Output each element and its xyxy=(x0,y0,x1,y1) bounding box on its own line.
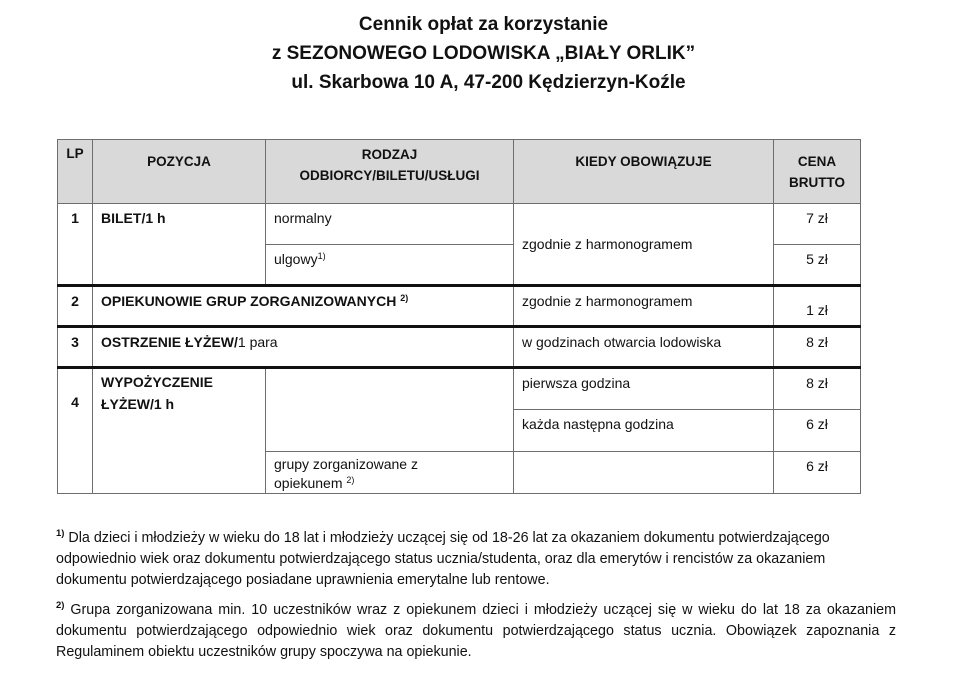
table-row xyxy=(58,327,861,368)
footnote-1 xyxy=(56,528,896,591)
header-rodzaj: RODZAJ ODBIORCY/BILETU/USŁUGI xyxy=(266,140,514,204)
footnote-2-text: Grupa zorganizowana min. 10 uczestników wraz z opiekunem dzieci i młodzieży uczącej się w wieku do lat 18 za okazaniem dokumentu potwierdzającego odpowiednio wiek oraz dokumentu potwierdzającego status ucznia. Obowiązek zapoznania z Regulaminem obiektu uczestników grupy spoczywa na opiekunie. xyxy=(56,602,896,660)
footnote-marker-2: 2) xyxy=(56,600,65,611)
row-1-kiedy: zgodnie z harmonogramem xyxy=(514,204,774,286)
row-1-rodzaj-ulgowy: ulgowy$^{1)}$ xyxy=(266,245,514,286)
row-2-lp: 2 xyxy=(58,286,93,327)
row-4-kiedy-grupy xyxy=(514,452,774,494)
table-row xyxy=(58,204,861,245)
row-1-cena-normalny: 7 zł xyxy=(774,204,861,245)
row-4-rodzaj-empty xyxy=(266,368,514,452)
footnote-ref-2: 2) xyxy=(400,293,409,303)
row-4-lp: 4 xyxy=(58,368,93,494)
row-1-cena-ulgowy: 5 zł xyxy=(774,245,861,286)
table-row xyxy=(58,368,861,410)
row-4-rodzaj-grupy: grupy zorganizowane z opiekunem $^{2)}$ xyxy=(266,452,514,494)
row-4-cena-nastepna: 6 zł xyxy=(774,410,861,452)
header-cena: CENA BRUTTO xyxy=(774,140,861,204)
title-address: ul. Skarbowa 10 A, 47-200 Kędzierzyn-Koźle xyxy=(291,72,686,93)
row-3-pozycja: OSTRZENIE ŁYŻEW/1 para xyxy=(93,327,514,368)
row-3-lp: 3 xyxy=(58,327,93,368)
footnote-2 xyxy=(56,600,896,663)
title-line-1: Cennik opłat za korzystanie xyxy=(358,14,609,35)
header-pozycja: POZYCJA xyxy=(93,140,266,204)
row-1-rodzaj-normalny: normalny xyxy=(266,204,514,245)
table-row xyxy=(58,286,861,327)
footnote-1-text: Dla dzieci i młodzieży w wieku do 18 lat i młodzieży uczącej się od 18-26 lat za okazaniem dokumentu potwierdzającego odpowiednio wiek oraz dokumentu potwierdzającego status ucznia/studenta, oraz dla emerytów i rencistów za okazaniem dokumentu potwierdzającego posiadane uprawnienia emerytalne lub rentowe. xyxy=(56,530,830,588)
row-2-kiedy: zgodnie z harmonogramem xyxy=(514,286,774,327)
row-4-cena-pierwsza: 8 zł xyxy=(774,368,861,410)
header-kiedy: KIEDY OBOWIĄZUJE xyxy=(514,140,774,204)
row-4-kiedy-nastepna: każda następna godzina xyxy=(514,410,774,452)
price-table xyxy=(57,139,861,494)
document-title xyxy=(0,10,967,97)
title-line-2: z SEZONOWEGO LODOWISKA „BIAŁY ORLIK” xyxy=(271,43,696,64)
footnote-ref-1: 1) xyxy=(317,251,326,261)
row-4-pozycja: WYPOŻYCZENIE ŁYŻEW/1 h xyxy=(93,368,266,494)
row-2-pozycja: OPIEKUNOWIE GRUP ZORGANIZOWANYCH $^{2)}$ xyxy=(93,286,514,327)
row-3-cena: 8 zł xyxy=(774,327,861,368)
row-1-pozycja: BILET/1 h xyxy=(93,204,266,286)
row-4-cena-grupy: 6 zł xyxy=(774,452,861,494)
header-lp: LP xyxy=(58,140,93,204)
footnote-ref-2b: 2) xyxy=(346,475,355,485)
footnote-marker-1: 1) xyxy=(56,528,65,539)
row-3-kiedy: w godzinach otwarcia lodowiska xyxy=(514,327,774,368)
table-header-row xyxy=(58,140,861,204)
row-2-cena: 1 zł xyxy=(774,286,861,327)
row-4-kiedy-pierwsza: pierwsza godzina xyxy=(514,368,774,410)
row-1-lp: 1 xyxy=(58,204,93,286)
